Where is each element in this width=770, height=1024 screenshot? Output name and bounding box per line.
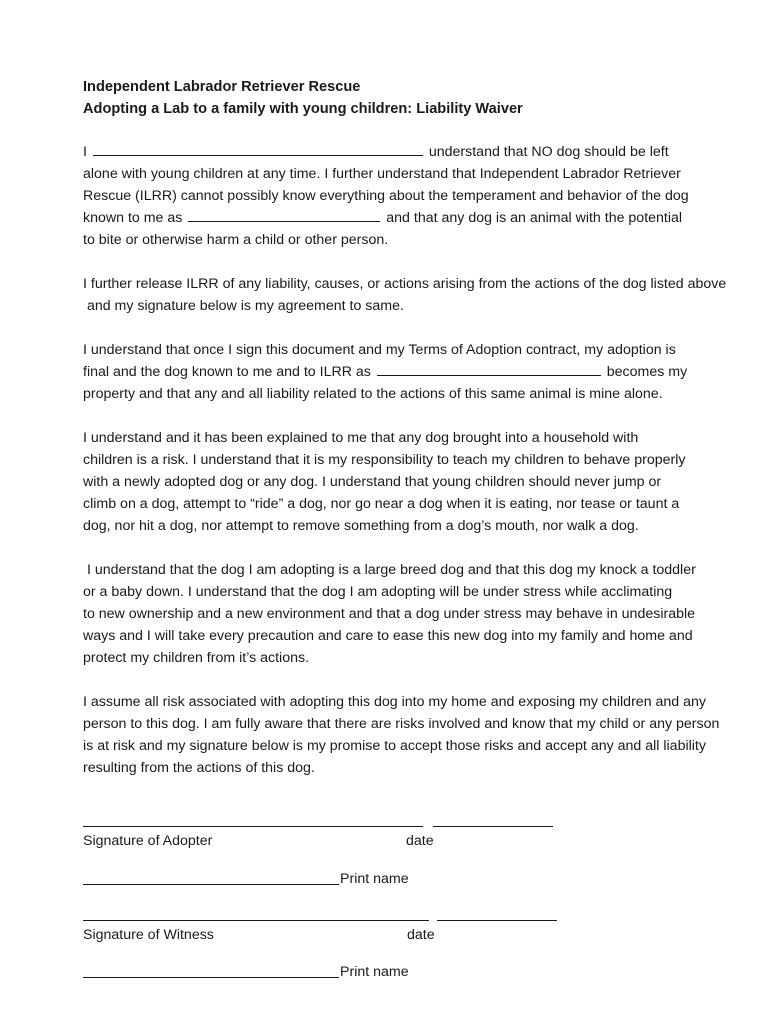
dog-ilrr-name-blank[interactable]	[377, 362, 601, 376]
paragraph-line	[83, 207, 733, 229]
text-fragment: understand that NO dog should be left	[428, 144, 669, 160]
paragraph-assume-risk	[83, 691, 733, 779]
paragraph-line: alone with young children at any time. I further understand that Independent Labrador Retriever	[83, 166, 681, 182]
text-fragment: becomes my	[606, 364, 688, 380]
witness-signature-label: Signature of Witness	[83, 927, 214, 943]
paragraph-line: with a newly adopted dog or any dog. I understand that young children should never jump or	[83, 474, 662, 490]
paragraph-line: and my signature below is my agreement to same.	[83, 298, 404, 314]
paragraph-line: climb on a dog, attempt to “ride” a dog, nor go near a dog when it is eating, nor tease or taunt a	[83, 496, 680, 512]
adopter-print-name-line[interactable]	[83, 884, 339, 885]
witness-signature-line[interactable]	[83, 920, 429, 921]
paragraph-line: I understand that once I sign this document and my Terms of Adoption contract, my adoption is	[83, 342, 676, 358]
org-name: Independent Labrador Retriever Rescue	[83, 79, 361, 95]
document-title: Adopting a Lab to a family with young children: Liability Waiver	[83, 101, 523, 117]
paragraph-line	[83, 141, 733, 163]
paragraph-line: protect my children from it’s actions.	[83, 650, 310, 666]
paragraph-line: Rescue (ILRR) cannot possibly know everything about the temperament and behavior of the dog	[83, 188, 689, 204]
paragraph-line: children is a risk. I understand that it is my responsibility to teach my children to behave properly	[83, 452, 686, 468]
paragraph-line: I understand and it has been explained to me that any dog brought into a household with	[83, 430, 639, 446]
paragraph-line: I assume all risk associated with adopting this dog into my home and exposing my children and any	[83, 694, 707, 710]
text-fragment: I	[83, 144, 87, 160]
adopter-signature-line[interactable]	[83, 826, 423, 827]
paragraph-line: ways and I will take every precaution and care to ease this new dog into my family and home and	[83, 628, 693, 644]
adopter-name-blank[interactable]	[93, 142, 423, 156]
witness-date-line[interactable]	[437, 920, 557, 921]
paragraph-children-risk	[83, 427, 733, 537]
witness-print-name-label: Print name	[340, 964, 409, 980]
paragraph-release	[83, 273, 733, 317]
paragraph-line: is at risk and my signature below is my promise to accept those risks and accept any and all liability	[83, 738, 706, 754]
paragraph-line: to new ownership and a new environment and that a dog under stress may behave in undesirable	[83, 606, 696, 622]
text-fragment: known to me as	[83, 210, 183, 226]
adopter-date-label: date	[406, 833, 434, 849]
witness-print-name-line[interactable]	[83, 977, 339, 978]
adopter-date-line[interactable]	[433, 826, 553, 827]
paragraph-line: dog, nor hit a dog, nor attempt to remove something from a dog’s mouth, nor walk a dog.	[83, 518, 639, 534]
text-fragment: final and the dog known to me and to ILRR as	[83, 364, 371, 380]
paragraph-final-adoption	[83, 339, 733, 405]
paragraph-understanding	[83, 141, 733, 251]
paragraph-line: to bite or otherwise harm a child or other person.	[83, 232, 389, 248]
paragraph-line: resulting from the actions of this dog.	[83, 760, 315, 776]
paragraph-large-breed	[83, 559, 733, 669]
paragraph-line	[83, 361, 733, 383]
paragraph-line: I understand that the dog I am adopting is a large breed dog and that this dog my knock a toddler	[83, 562, 696, 578]
paragraph-line: I further release ILRR of any liability, causes, or actions arising from the actions of the dog listed above	[83, 276, 727, 292]
dog-name-blank[interactable]	[188, 208, 380, 222]
paragraph-line: person to this dog. I am fully aware that there are risks involved and know that my child or any person	[83, 716, 720, 732]
paragraph-line: or a baby down. I understand that the dog I am adopting will be under stress while acclimating	[83, 584, 673, 600]
paragraph-line: property and that any and all liability related to the actions of this same animal is mine alone.	[83, 386, 663, 402]
adopter-signature-label: Signature of Adopter	[83, 833, 213, 849]
witness-date-label: date	[407, 927, 435, 943]
text-fragment: and that any dog is an animal with the potential	[386, 210, 683, 226]
document-header	[83, 76, 723, 120]
adopter-print-name-label: Print name	[340, 871, 409, 887]
